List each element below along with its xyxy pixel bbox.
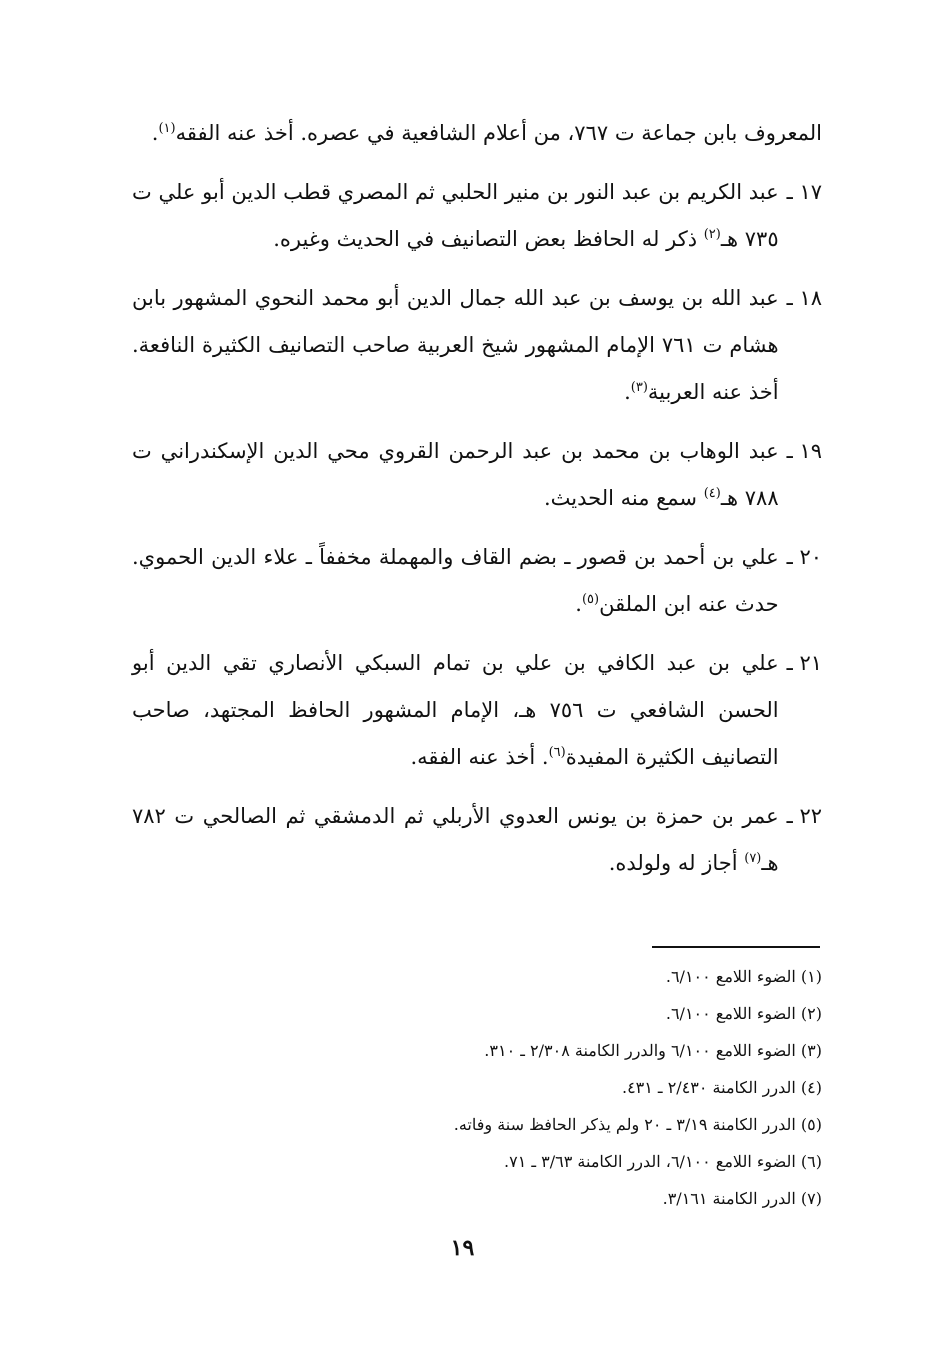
footnote-ref: (٣)	[630, 380, 648, 395]
entry-number: ١٨ ـ	[786, 286, 822, 310]
footnote-ref: (٧)	[744, 851, 762, 866]
entry-body: عمر بن حمزة بن يونس العدوي الأربلي ثم الدمشقي ثم الصالحي ت ٧٨٢ هـ	[132, 804, 779, 875]
biography-entry	[132, 169, 822, 263]
entry-text	[132, 428, 779, 522]
footnote: (٥) الدرر الكامنة ٣/١٩ ـ ٢٠ ولم يذكر الحافظ سنة وفاته.	[453, 1115, 822, 1134]
entry-text	[132, 275, 779, 416]
continuation-paragraph	[132, 110, 822, 157]
entry-number: ٢١ ـ	[786, 651, 822, 675]
continuation-text: المعروف بابن جماعة ت ٧٦٧، من أعلام الشافعية في عصره. أخذ عنه الفقه	[175, 121, 822, 145]
biography-entry	[132, 534, 822, 628]
entry-tail: .	[575, 592, 582, 616]
entry-body: عبد الله بن يوسف بن عبد الله جمال الدين أبو محمد النحوي المشهور بابن هشام ت ٧٦١ الإمام المشهور شيخ العربية صاحب التصانيف الكثيرة النافعة. أخذ عنه العربية	[132, 286, 779, 404]
entry-number: ١٧ ـ	[786, 180, 822, 204]
continuation-end: .	[151, 121, 159, 145]
biography-entry	[132, 640, 822, 781]
footnotes	[262, 958, 822, 1217]
entry-text	[132, 169, 779, 263]
footnote-separator	[652, 946, 820, 948]
footnote: (٣) الضوء اللامع ٦/١٠٠ والدرر الكامنة ٢/٣٠٨ ـ ٣١٠.	[484, 1041, 822, 1060]
entry-number: ٢٠ ـ	[786, 545, 822, 569]
footnote: (٤) الدرر الكامنة ٢/٤٣٠ ـ ٤٣١.	[621, 1078, 822, 1097]
entry-number: ٢٢ ـ	[786, 804, 822, 828]
footnote: (٢) الضوء اللامع ٦/١٠٠.	[665, 1004, 822, 1023]
footnote-ref: (٢)	[703, 227, 721, 242]
footnote-ref: (٤)	[703, 486, 721, 501]
entry-body: عبد الوهاب بن محمد بن عبد الرحمن القروي محي الدين الإسكندراني ت ٧٨٨ هـ	[132, 439, 779, 510]
entry-body: علي بن عبد الكافي بن علي بن تمام السبكي الأنصاري تقي الدين أبو الحسن الشافعي ت ٧٥٦ هـ، الإمام المشهور الحافظ المجتهد، صاحب التصانيف الكثيرة المفيدة	[132, 651, 779, 769]
footnote: (٦) الضوء اللامع ٦/١٠٠، الدرر الكامنة ٣/٦٣ ـ ٧١.	[504, 1152, 822, 1171]
entry-number: ١٩ ـ	[786, 439, 822, 463]
entry-body: عبد الكريم بن عبد النور بن منير الحلبي ثم المصري قطب الدين أبو علي ت ٧٣٥ هـ	[132, 180, 779, 251]
entry-text	[132, 793, 779, 887]
biography-entry	[132, 793, 822, 887]
entry-text	[132, 534, 779, 628]
footnote: (٧) الدرر الكامنة ٣/١٦١.	[662, 1189, 822, 1208]
page-number: ١٩	[450, 1235, 475, 1261]
biography-entry	[132, 428, 822, 522]
entry-tail: . أخذ عنه الفقه.	[410, 745, 549, 769]
footnote-ref: (٥)	[581, 592, 600, 607]
entry-text	[132, 640, 779, 781]
footnote-ref: (١)	[158, 121, 176, 136]
footnote-ref: (٦)	[548, 745, 566, 760]
entry-tail: أجاز له ولولده.	[608, 851, 745, 875]
biography-entry	[132, 275, 822, 416]
main-text	[132, 110, 822, 899]
entry-tail: سمع منه الحديث.	[543, 486, 704, 510]
entry-tail: ذكر له الحافظ بعض التصانيف في الحديث وغيره.	[273, 227, 704, 251]
entry-tail: .	[624, 380, 631, 404]
entry-body: علي بن أحمد بن قصور ـ بضم القاف والمهملة مخففاً ـ علاء الدين الحموي. حدث عنه ابن الملقن	[132, 545, 779, 616]
footnote: (١) الضوء اللامع ٦/١٠٠.	[665, 967, 822, 986]
